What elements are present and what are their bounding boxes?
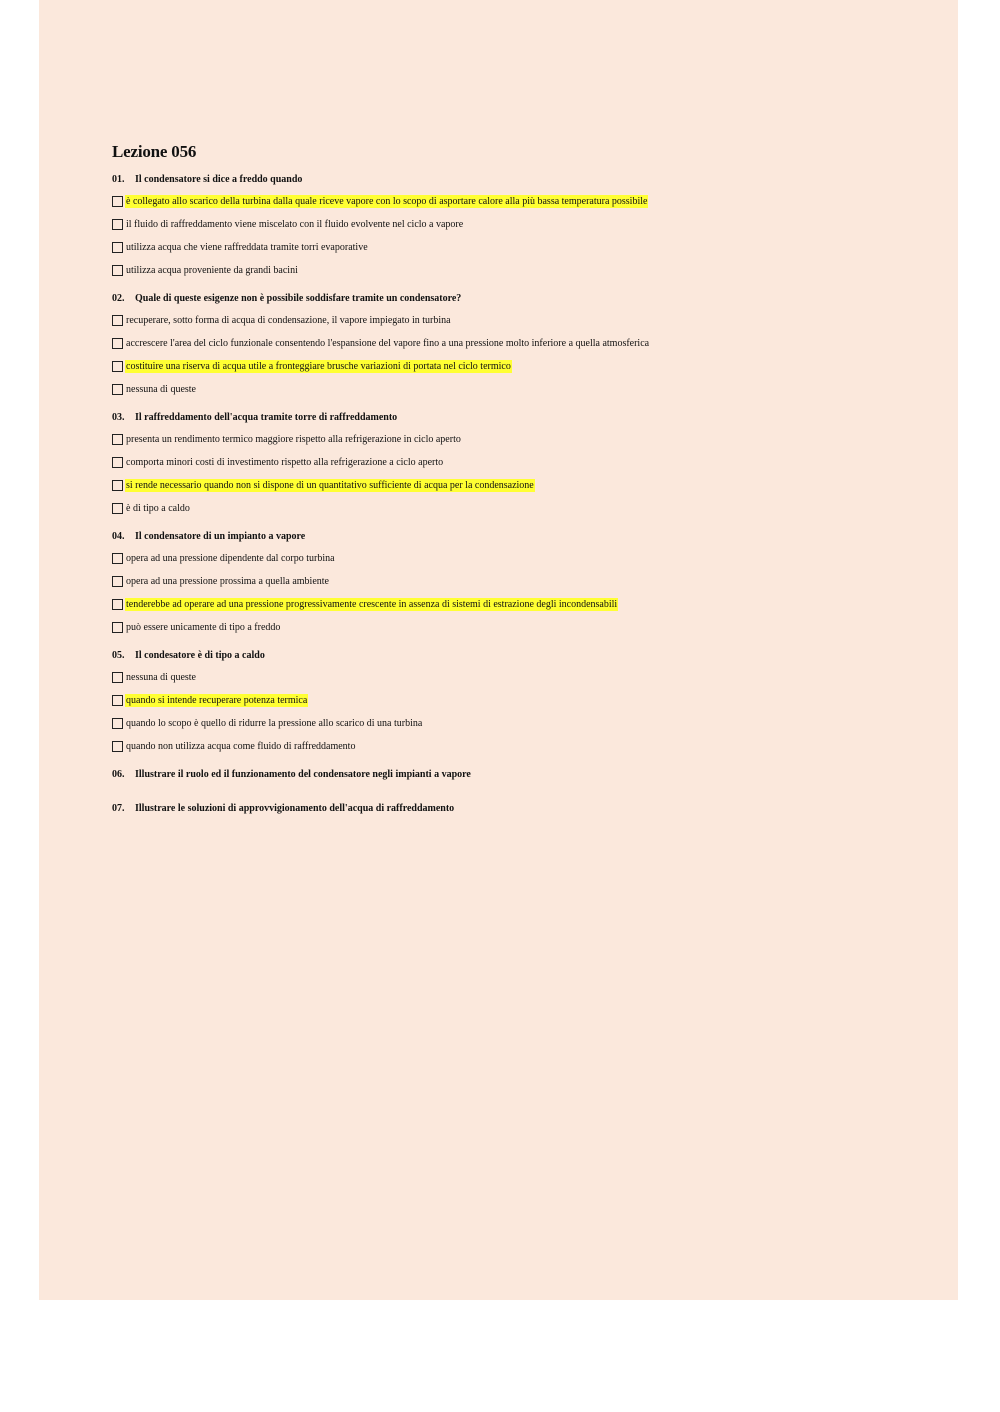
checkbox-icon[interactable] — [112, 242, 123, 253]
question-number: 03. — [112, 412, 125, 423]
answer-option[interactable] — [112, 501, 932, 516]
question-04 — [112, 530, 932, 635]
answer-text: utilizza acqua proveniente da grandi bacini — [126, 265, 298, 276]
checkbox-icon[interactable] — [112, 219, 123, 230]
question-heading — [112, 802, 932, 816]
answer-option[interactable] — [112, 240, 932, 255]
answer-option[interactable] — [112, 597, 932, 612]
answer-text: il fluido di raffreddamento viene miscelato con il fluido evolvente nel ciclo a vapore — [126, 219, 464, 230]
question-heading — [112, 530, 932, 544]
question-number: 06. — [112, 769, 125, 780]
checkbox-icon[interactable] — [112, 741, 123, 752]
question-text: Il condensatore di un impianto a vapore — [135, 531, 306, 542]
checkbox-icon[interactable] — [112, 622, 123, 633]
answer-option[interactable] — [112, 382, 932, 397]
answer-option[interactable] — [112, 478, 932, 493]
question-02 — [112, 292, 932, 397]
checkbox-icon[interactable] — [112, 457, 123, 468]
lesson-title: Lezione 056 — [112, 142, 197, 161]
question-heading — [112, 649, 932, 663]
answer-text: quando non utilizza acqua come fluido di raffreddamento — [126, 741, 356, 752]
document-page — [39, 0, 958, 1300]
checkbox-icon[interactable] — [112, 553, 123, 564]
answer-option[interactable] — [112, 359, 932, 374]
answer-text: opera ad una pressione dipendente dal corpo turbina — [126, 553, 335, 564]
answer-text: può essere unicamente di tipo a freddo — [126, 622, 281, 633]
answer-text-highlighted: è collegato allo scarico della turbina dalla quale riceve vapore con lo scopo di asportare calore alla più bassa temperatura possibile — [126, 196, 648, 207]
answer-text: utilizza acqua che viene raffreddata tramite torri evaporative — [126, 242, 368, 253]
answer-text: nessuna di queste — [126, 384, 196, 395]
question-05 — [112, 649, 932, 754]
answer-option[interactable] — [112, 217, 932, 232]
answer-text-highlighted: quando si intende recuperare potenza termica — [126, 695, 308, 706]
question-heading — [112, 768, 932, 782]
question-text: Illustrare il ruolo ed il funzionamento del condensatore negli impianti a vapore — [135, 769, 471, 780]
question-number: 02. — [112, 293, 125, 304]
answer-option[interactable] — [112, 313, 932, 328]
question-text: Quale di queste esigenze non è possibile soddisfare tramite un condensatore? — [135, 293, 462, 304]
question-03 — [112, 411, 932, 516]
answer-text: recuperare, sotto forma di acqua di condensazione, il vapore impiegato in turbina — [126, 315, 451, 326]
answer-option[interactable] — [112, 574, 932, 589]
answer-option[interactable] — [112, 432, 932, 447]
question-number: 01. — [112, 174, 125, 185]
answer-option[interactable] — [112, 336, 932, 351]
question-06 — [112, 768, 932, 782]
answer-option[interactable] — [112, 670, 932, 685]
question-text: Illustrare le soluzioni di approvvigionamento dell'acqua di raffreddamento — [135, 803, 455, 814]
answer-text: accrescere l'area del ciclo funzionale consentendo l'espansione del vapore fino a una pressione molto inferiore a quella atmosferica — [126, 338, 650, 349]
answer-option[interactable] — [112, 620, 932, 635]
answer-text-highlighted: tenderebbe ad operare ad una pressione progressivamente crescente in assenza di sistemi di estrazione degli incondensabili — [126, 599, 618, 610]
checkbox-icon[interactable] — [112, 695, 123, 706]
answer-option[interactable] — [112, 263, 932, 278]
answer-text: presenta un rendimento termico maggiore rispetto alla refrigerazione in ciclo aperto — [126, 434, 461, 445]
answer-option[interactable] — [112, 716, 932, 731]
checkbox-icon[interactable] — [112, 503, 123, 514]
question-01 — [112, 173, 932, 278]
open-question-list — [112, 768, 932, 816]
question-07 — [112, 802, 932, 816]
checkbox-icon[interactable] — [112, 361, 123, 372]
document-content — [112, 142, 932, 836]
answer-text: comporta minori costi di investimento rispetto alla refrigerazione a ciclo aperto — [126, 457, 444, 468]
answer-option[interactable] — [112, 455, 932, 470]
answer-option[interactable] — [112, 551, 932, 566]
checkbox-icon[interactable] — [112, 434, 123, 445]
answer-text: è di tipo a caldo — [126, 503, 190, 514]
answer-option[interactable] — [112, 693, 932, 708]
answer-text-highlighted: si rende necessario quando non si dispone di un quantitativo sufficiente di acqua per la condensazione — [126, 480, 534, 491]
answer-text: opera ad una pressione prossima a quella ambiente — [126, 576, 329, 587]
question-heading — [112, 173, 932, 187]
answer-option[interactable] — [112, 739, 932, 754]
checkbox-icon[interactable] — [112, 718, 123, 729]
question-heading — [112, 411, 932, 425]
checkbox-icon[interactable] — [112, 384, 123, 395]
checkbox-icon[interactable] — [112, 196, 123, 207]
answer-text: quando lo scopo è quello di ridurre la pressione allo scarico di una turbina — [126, 718, 423, 729]
answer-option[interactable] — [112, 194, 932, 209]
question-number: 04. — [112, 531, 125, 542]
checkbox-icon[interactable] — [112, 576, 123, 587]
checkbox-icon[interactable] — [112, 672, 123, 683]
checkbox-icon[interactable] — [112, 338, 123, 349]
question-number: 05. — [112, 650, 125, 661]
question-text: Il condensatore si dice a freddo quando — [135, 174, 303, 185]
question-heading — [112, 292, 932, 306]
question-text: Il condesatore è di tipo a caldo — [135, 650, 265, 661]
checkbox-icon[interactable] — [112, 265, 123, 276]
checkbox-icon[interactable] — [112, 480, 123, 491]
checkbox-icon[interactable] — [112, 599, 123, 610]
question-list — [112, 173, 932, 754]
answer-text: nessuna di queste — [126, 672, 196, 683]
answer-text-highlighted: costituire una riserva di acqua utile a fronteggiare brusche variazioni di portata nel ciclo termico — [126, 361, 511, 372]
checkbox-icon[interactable] — [112, 315, 123, 326]
question-number: 07. — [112, 803, 125, 814]
question-text: Il raffreddamento dell'acqua tramite torre di raffreddamento — [135, 412, 398, 423]
